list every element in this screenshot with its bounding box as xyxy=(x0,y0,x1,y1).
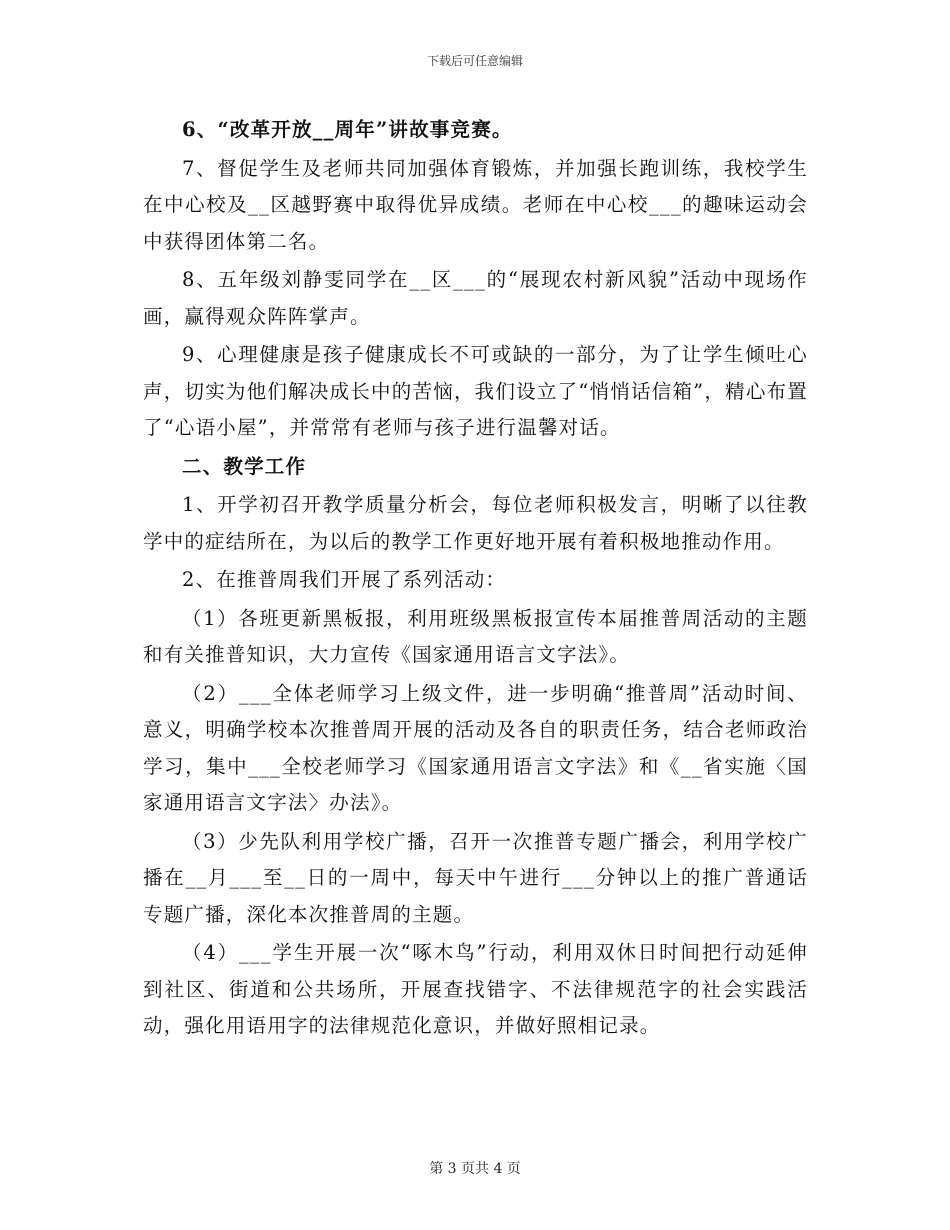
paragraph-activity-1: （1）各班更新黑板报，利用班级黑板报宣传本届推普周活动的主题和有关推普知识，大力宣传《国家通用语言文字法》。 xyxy=(143,606,808,666)
paragraph-item-6: 6、“改革开放__周年”讲故事竞赛。 xyxy=(182,118,513,141)
section-heading-teaching: 二、教学工作 xyxy=(182,454,307,478)
paragraph-teaching-1: 1、开学初召开教学质量分析会，每位老师积极发言，明晰了以往教学中的症结所在，为以后的教学工作更好地开展有着积极地推动作用。 xyxy=(143,493,808,553)
paragraph-item-9: 9、心理健康是孩子健康成长不可或缺的一部分，为了让学生倾吐心声，切实为他们解决成长中的苦恼，我们设立了“悄悄话信箱”，精心布置了“心语小屋”，并常常有老师与孩子进行温馨对话。 xyxy=(143,343,808,439)
page-header: 下载后可任意编辑 xyxy=(426,54,523,68)
paragraph-item-8: 8、五年级刘静雯同学在__区___的“展现农村新风貌”活动中现场作画，赢得观众阵阵掌声。 xyxy=(143,268,808,328)
document-body xyxy=(143,112,808,1047)
paragraph-item-7: 7、督促学生及老师共同加强体育锻炼，并加强长跑训练，我校学生在中心校及__区越野赛中取得优异成绩。老师在中心校___的趣味运动会中获得团体第二名。 xyxy=(143,156,808,253)
page-footer: 第 3 页共 4 页 xyxy=(429,1161,521,1177)
paragraph-activity-4: （4）___学生开展一次“啄木鸟”行动，利用双休日时间把行动延伸到社区、街道和公共场所，开展查找错字、不法律规范字的社会实践活动，强化用语用字的法律规范化意识，并做好照相记录。 xyxy=(143,941,808,1037)
paragraph-activity-3: （3）少先队利用学校广播，召开一次推普专题广播会，利用学校广播在__月___至__日的一周中，每天中午进行___分钟以上的推广普通话专题广播，深化本次推普周的主题。 xyxy=(143,829,808,926)
paragraph-activity-2: （2）___全体老师学习上级文件，进一步明确“推普周”活动时间、意义，明确学校本次推普周开展的活动及各自的职责任务，结合老师政治学习，集中___全校老师学习《国家通用语言文字法》和《__省实施〈国家通用语言文字法〉办法》。 xyxy=(143,681,808,814)
paragraph-teaching-2: 2、在推普周我们开展了系列活动： xyxy=(182,568,507,591)
